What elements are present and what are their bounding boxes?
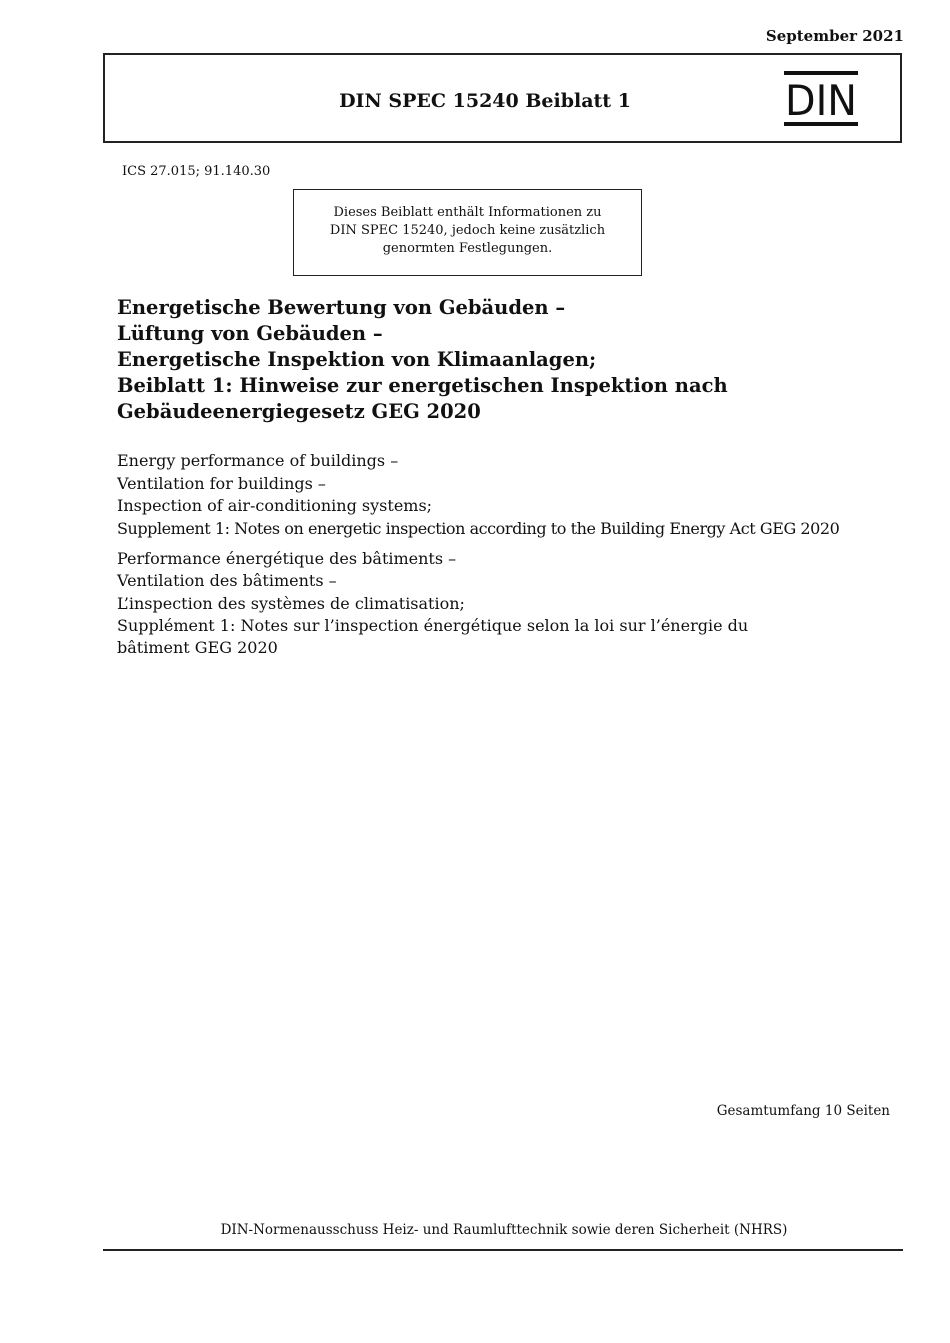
title-fr-line: bâtiment GEG 2020: [117, 638, 278, 658]
supplement-notice: [293, 189, 642, 276]
title-en-line: Inspection of air-conditioning systems;: [117, 496, 433, 516]
publication-date: September 2021: [765, 27, 904, 45]
title-french: [117, 548, 917, 659]
total-pages: Gesamtumfang 10 Seiten: [716, 1103, 890, 1119]
document-number: DIN SPEC 15240 Beiblatt 1: [339, 90, 631, 112]
title-en-line: Energy performance of buildings –: [117, 451, 399, 470]
notice-line: genormten Festlegungen.: [382, 241, 553, 256]
footer-divider: [103, 1249, 903, 1251]
title-fr-line: Ventilation des bâtiments –: [117, 571, 337, 591]
title-fr-line: Performance énergétique des bâtiments –: [117, 549, 457, 568]
ics-code: ICS 27.015; 91.140.30: [122, 164, 271, 179]
title-fr-line: Supplément 1: Notes sur l’inspection énergétique selon la loi sur l’énergie du: [117, 615, 749, 635]
din-logo: [784, 71, 858, 126]
title-english: [117, 450, 917, 541]
title-german: [117, 295, 877, 425]
title-de-line: Gebäudeenergiegesetz GEG 2020: [117, 400, 481, 423]
notice-line: DIN SPEC 15240, jedoch keine zusätzlich: [329, 223, 606, 238]
din-logo-text: DIN: [785, 76, 857, 125]
standards-committee: DIN-Normenausschuss Heiz- und Raumlufttechnik sowie deren Sicherheit (NHRS): [220, 1222, 788, 1238]
title-en-line: Ventilation for buildings –: [117, 473, 326, 493]
title-de-line: Energetische Inspektion von Klimaanlagen;: [117, 348, 597, 371]
title-de-line: Lüftung von Gebäuden –: [117, 322, 383, 345]
title-en-line: Supplement 1: Notes on energetic inspection according to the Building Energy Act GEG 2020: [117, 519, 840, 539]
header-box: [103, 53, 902, 143]
notice-line: Dieses Beiblatt enthält Informationen zu: [333, 205, 602, 220]
title-de-line: Energetische Bewertung von Gebäuden –: [117, 296, 566, 319]
title-fr-line: L’inspection des systèmes de climatisation;: [117, 593, 465, 613]
title-de-line: Beiblatt 1: Hinweise zur energetischen Inspektion nach: [117, 374, 728, 397]
